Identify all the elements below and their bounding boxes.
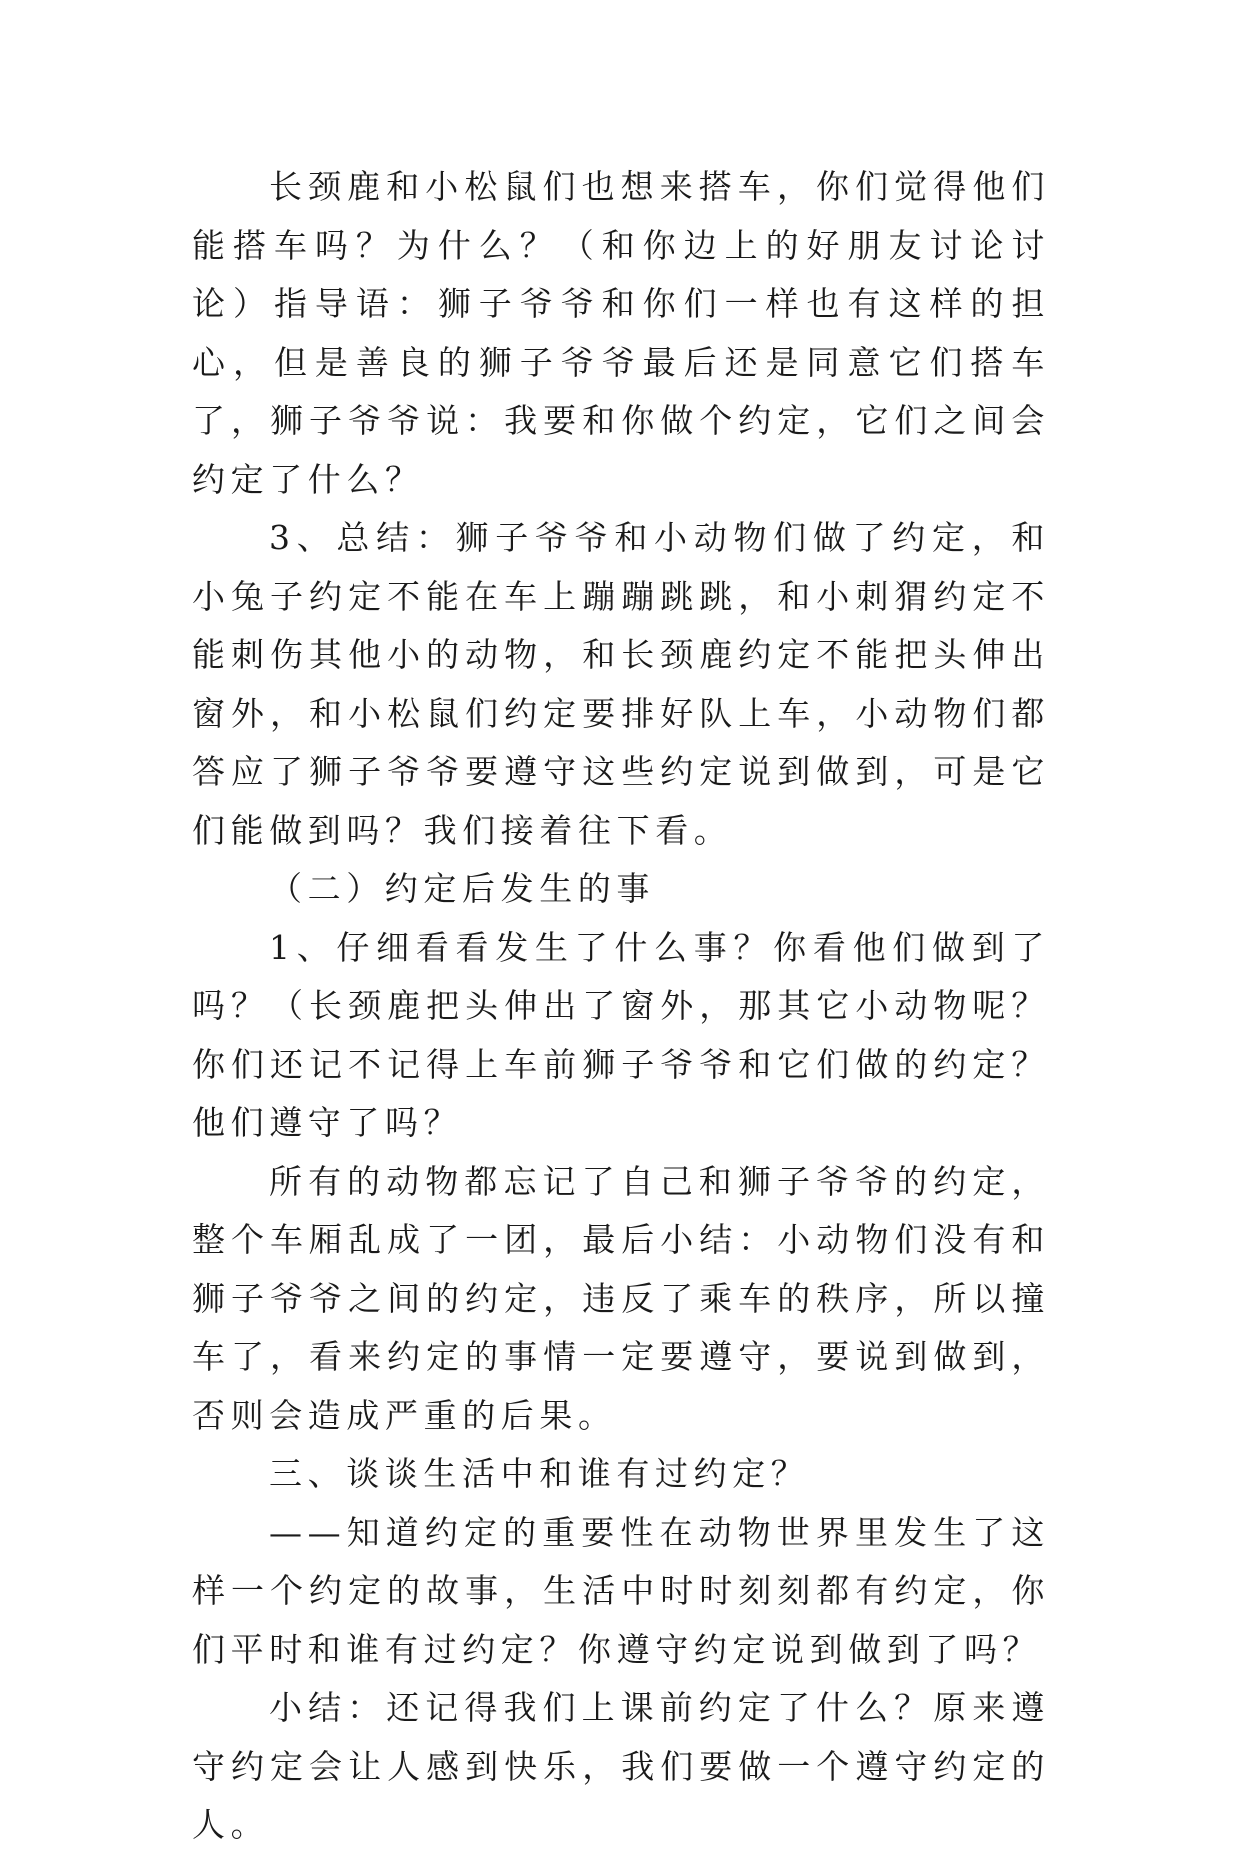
paragraph-conclusion: 小结：还记得我们上课前约定了什么？原来遵守约定会让人感到快乐，我们要做一个遵守约定的人。 (192, 1688, 1050, 1844)
paragraph-importance: ——知道约定的重要性在动物世界里发生了这样一个约定的故事，生活中时时刻刻都有约定，你们平时和谁有过约定？你遵守约定说到做到了吗？ (192, 1512, 1050, 1669)
paragraph-giraffe-squirrel-question: 长颈鹿和小松鼠们也想来搭车，你们觉得他们能搭车吗？为什么？（和你边上的好朋友讨论讨论）指导语：狮子爷爷和你们一样也有这样的担心，但是善良的狮子爷爷最后还是同意它们搭车了，狮子爷爷说：我要和你做个约定，它们之间会约定了什么？ (192, 167, 1050, 499)
paragraph-all-forgot: 所有的动物都忘记了自己和狮子爷爷的约定，整个车厢乱成了一团，最后小结：小动物们没有和狮子爷爷之间的约定，违反了乘车的秩序，所以撞车了，看来约定的事情一定要遵守，要说到做到，否则会造成严重的后果。 (192, 1161, 1050, 1435)
paragraph-observe-1: 1、仔细看看发生了什么事？你看他们做到了吗？（长颈鹿把头伸出了窗外，那其它小动物呢？你们还记不记得上车前狮子爷爷和它们做的约定？他们遵守了吗？ (192, 927, 1050, 1142)
section-heading-life-agreements: 三、谈谈生活中和谁有过约定？ (269, 1454, 810, 1493)
paragraph-summary-3: 3、总结：狮子爷爷和小动物们做了约定，和小兔子约定不能在车上蹦蹦跳跳，和小刺猬约定不能刺伤其他小的动物，和长颈鹿约定不能把头伸出窗外，和小松鼠们约定要排好队上车，小动物们都答应了狮子爷爷要遵守这些约定说到做到，可是它们能做到吗？我们接着往下看。 (192, 518, 1050, 850)
section-heading-after-agreement: （二）约定后发生的事 (269, 869, 655, 908)
document-body (192, 158, 1050, 1855)
